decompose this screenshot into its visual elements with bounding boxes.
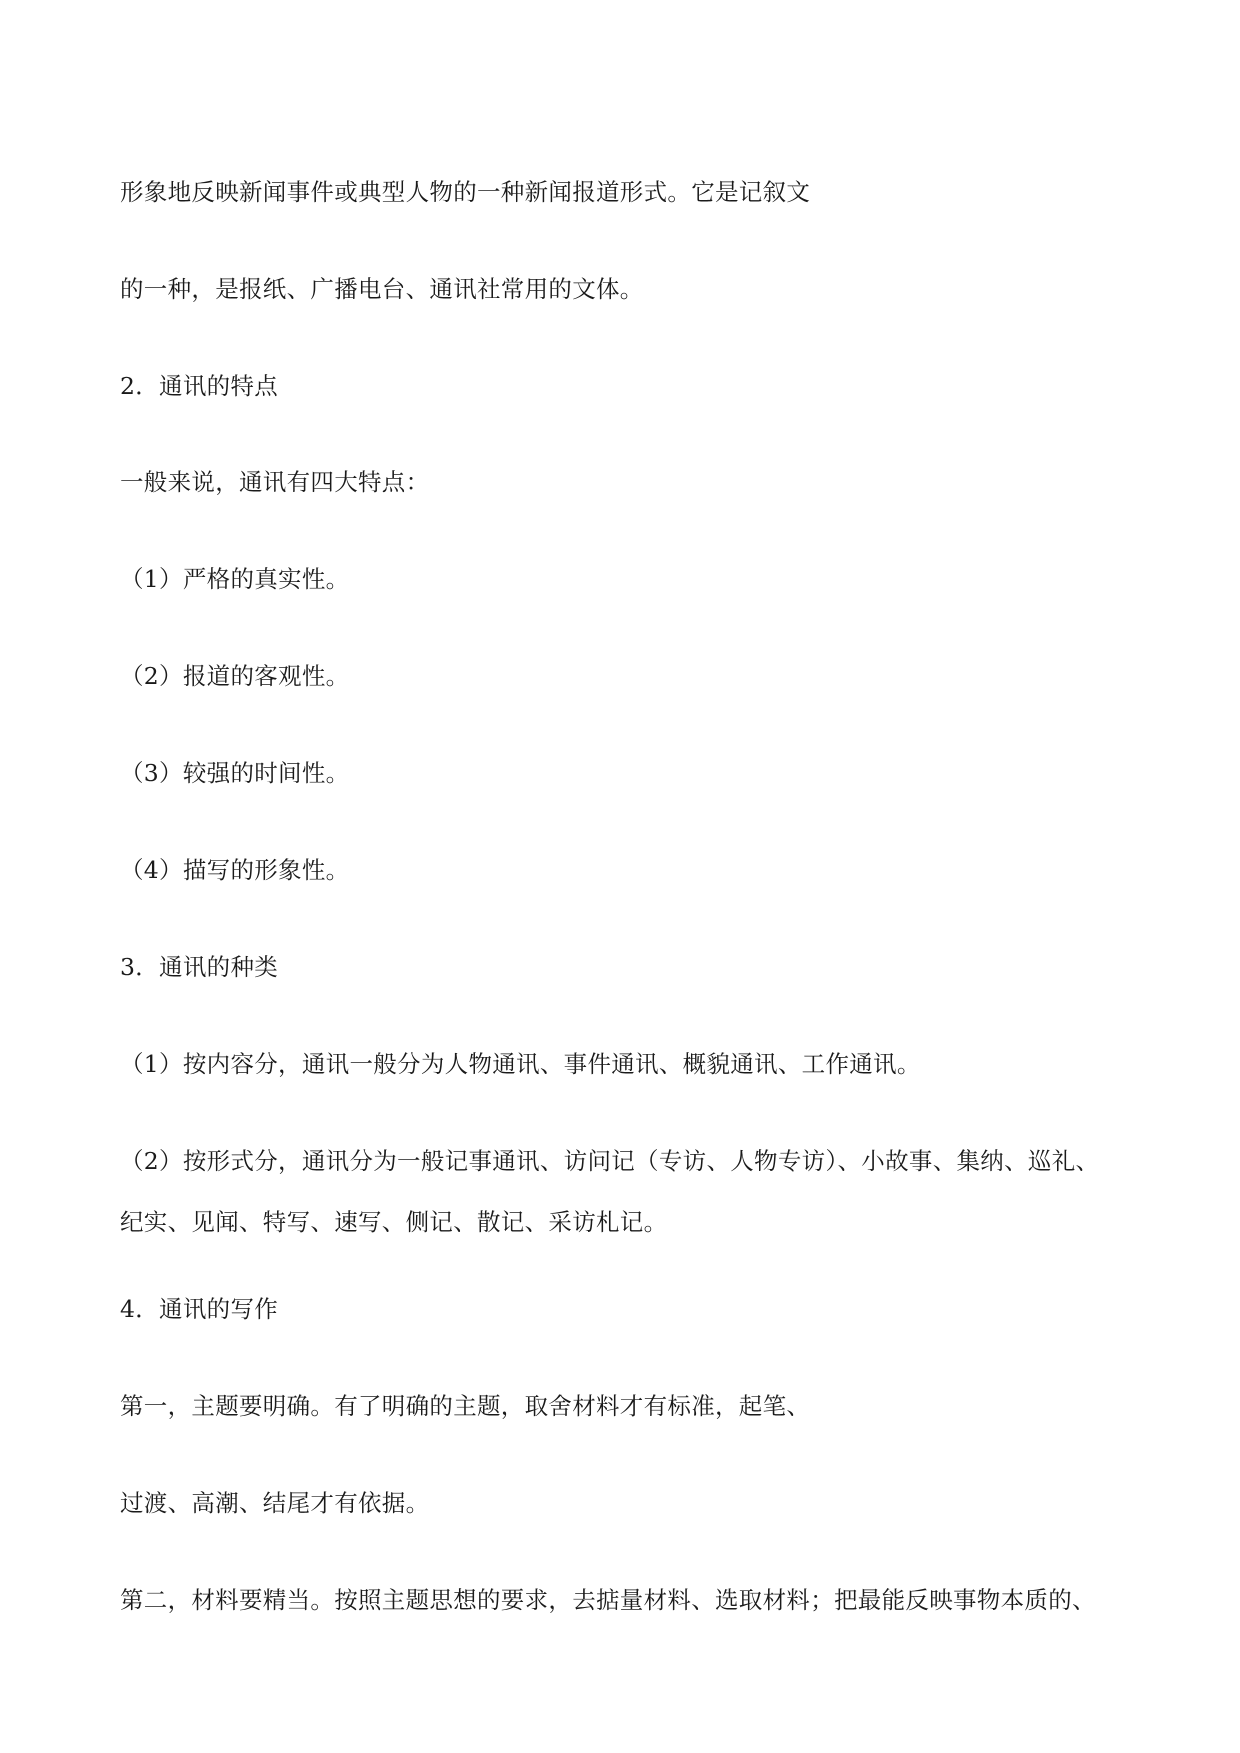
section-heading: 2．通讯的特点 (120, 372, 279, 400)
paragraph-line: 过渡、高潮、结尾才有依据。 (120, 1489, 430, 1517)
paragraph-line: 的一种，是报纸、广播电台、通讯社常用的文体。 (120, 275, 644, 303)
paragraph-line: 形象地反映新闻事件或典型人物的一种新闻报道形式。它是记叙文 (120, 178, 811, 206)
list-item: （4）描写的形象性。 (120, 856, 350, 884)
list-item: （1）按内容分，通讯一般分为人物通讯、事件通讯、概貌通讯、工作通讯。 (120, 1050, 921, 1078)
section-heading: 3．通讯的种类 (120, 953, 279, 981)
paragraph-line: 一般来说，通讯有四大特点： (120, 468, 430, 496)
list-item: （2）报道的客观性。 (120, 662, 350, 690)
paragraph-line: 第二，材料要精当。按照主题思想的要求，去掂量材料、选取材料；把最能反映事物本质的、 (120, 1586, 1096, 1614)
list-item: （1）严格的真实性。 (120, 565, 350, 593)
paragraph-line: 纪实、见闻、特写、速写、侧记、散记、采访札记。 (120, 1208, 668, 1236)
list-item: （2）按形式分，通讯分为一般记事通讯、访问记（专访、人物专访）、小故事、集纳、巡礼、 (120, 1147, 1100, 1175)
paragraph-line: 第一，主题要明确。有了明确的主题，取舍材料才有标准，起笔、 (120, 1392, 811, 1420)
section-heading: 4．通讯的写作 (120, 1295, 279, 1323)
list-item: （3）较强的时间性。 (120, 759, 350, 787)
